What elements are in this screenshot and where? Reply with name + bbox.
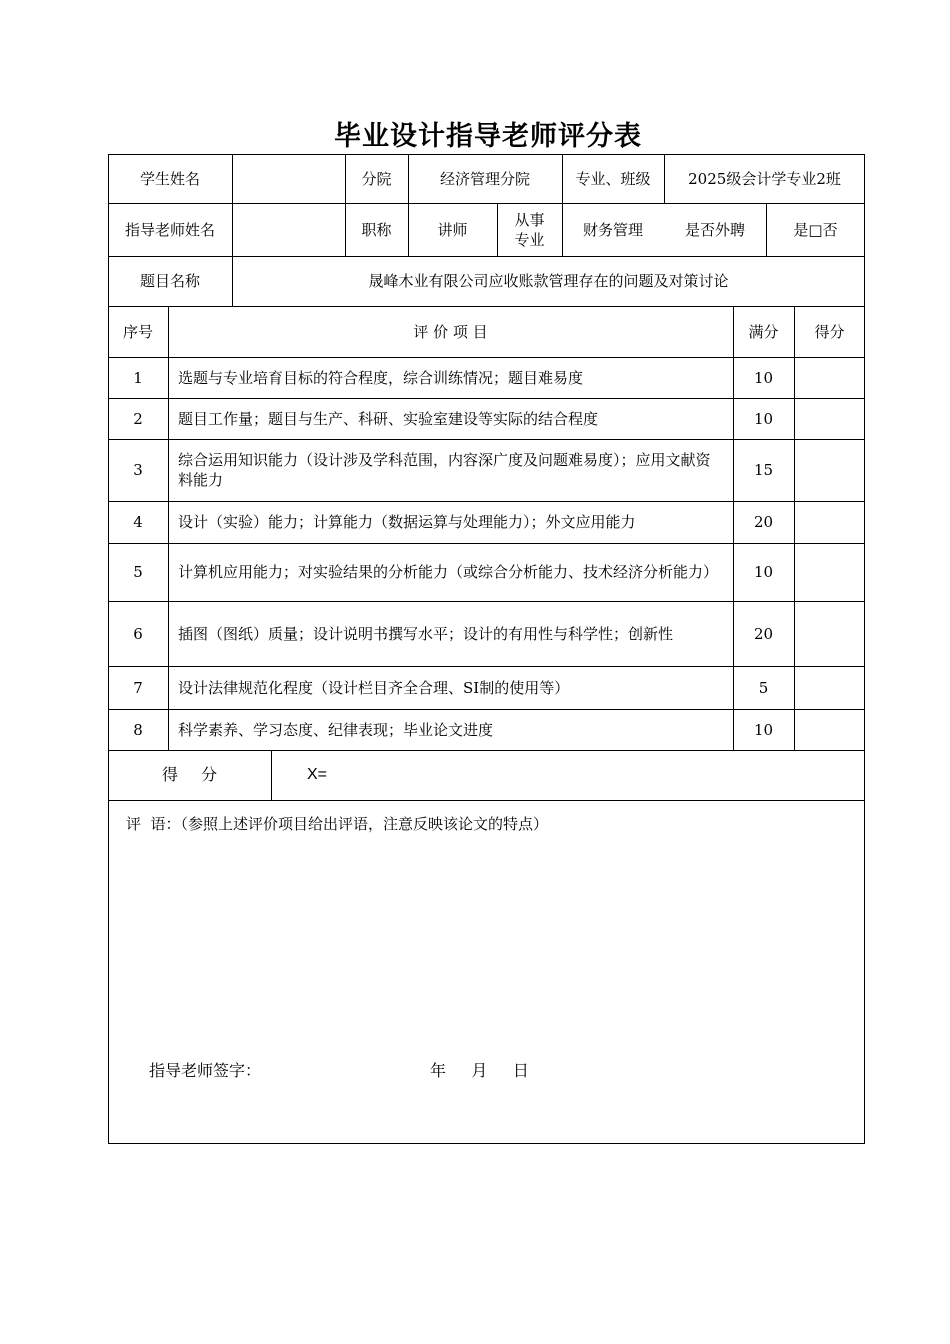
row-no: 7 [133, 678, 143, 697]
row-full-score: 15 [753, 461, 774, 479]
advisor-name-label: 指导老师姓名 [124, 220, 215, 239]
row-no: 5 [133, 563, 143, 581]
row-full-score: 10 [753, 409, 774, 428]
row-item-text: 计算机应用能力；对实验结果的分析能力（或综合分析能力、技术经济分析能力） [178, 563, 719, 581]
row-score-input[interactable] [794, 398, 865, 439]
row-full-score: 10 [753, 720, 774, 739]
row-no: 4 [133, 513, 143, 531]
topic-value: 晟峰木业有限公司应收账款管理存在的问题及对策讨论 [368, 272, 729, 290]
title-rank-value: 讲师 [437, 220, 468, 239]
advisor-name-field[interactable] [232, 203, 345, 256]
student-name-field[interactable] [232, 154, 345, 203]
row-no: 3 [133, 461, 143, 479]
row-item-text: 科学素养、学习态度、纪律表现；毕业论文进度 [178, 720, 494, 739]
signature-label: 指导老师签字： [149, 1061, 262, 1080]
dept-label: 分院 [361, 169, 392, 188]
row-item-text: 选题与专业培育目标的符合程度，综合训练情况；题目难易度 [178, 368, 584, 387]
title-rank-label: 职称 [361, 220, 392, 239]
row-item-text: 设计（实验）能力；计算能力（数据运算与处理能力）；外文应用能力 [178, 513, 636, 531]
major-class-value: 2025级会计学专业2班 [688, 169, 841, 188]
header-item: 评 价 项 目 [413, 322, 488, 341]
row-full-score: 5 [758, 678, 769, 697]
field-value: 财务管理 [582, 220, 643, 239]
field-label-line2: 专业 [514, 230, 545, 249]
row-item-text: 设计法律规范化程度（设计栏目齐全合理、SI制的使用等） [178, 678, 570, 697]
major-class-label: 专业、班级 [575, 169, 651, 188]
row-item-text: 插图（图纸）质量；设计说明书撰写水平；设计的有用性与科学性；创新性 [178, 624, 674, 643]
header-score: 得分 [814, 322, 845, 341]
row-score-input[interactable] [794, 666, 865, 709]
row-full-score: 20 [753, 513, 774, 531]
row-full-score: 20 [753, 624, 774, 643]
total-value-field[interactable]: X= [307, 766, 328, 783]
dept-value: 经济管理分院 [439, 169, 530, 188]
row-score-input[interactable] [794, 357, 865, 398]
row-item-text: 综合运用知识能力（设计涉及学科范围，内容深广度及问题难易度）；应用文献资料能力 [178, 451, 711, 489]
row-score-input[interactable] [794, 439, 865, 501]
topic-label: 题目名称 [139, 272, 200, 290]
row-no: 6 [133, 624, 143, 643]
header-no: 序号 [122, 322, 153, 341]
date-field[interactable]: 年 月 日 [430, 1061, 529, 1080]
row-score-input[interactable] [794, 601, 865, 666]
row-item-text: 题目工作量；题目与生产、科研、实验室建设等实际的结合程度 [178, 409, 599, 428]
row-full-score: 10 [753, 368, 774, 387]
row-score-input[interactable] [794, 543, 865, 601]
row-score-input[interactable] [794, 709, 865, 750]
row-full-score: 10 [753, 563, 774, 581]
form-title: 毕业设计指导老师评分表 [334, 121, 642, 152]
total-label: 得 分 [161, 765, 218, 784]
external-label: 是否外聘 [684, 220, 745, 239]
header-full: 满分 [748, 322, 779, 341]
comment-label: 评 语：（参照上述评价项目给出评语，注意反映该论文的特点） [126, 815, 549, 833]
field-label [497, 203, 562, 256]
comment-textarea[interactable] [120, 845, 850, 1045]
row-no: 8 [133, 720, 143, 739]
field-label-line1: 从事 [514, 210, 545, 229]
external-checkbox[interactable]: 是□否 [793, 220, 838, 239]
row-no: 1 [133, 368, 143, 387]
row-no: 2 [133, 409, 143, 428]
row-score-input[interactable] [794, 501, 865, 543]
signature-field[interactable] [270, 1058, 420, 1084]
student-name-label: 学生姓名 [139, 169, 200, 188]
